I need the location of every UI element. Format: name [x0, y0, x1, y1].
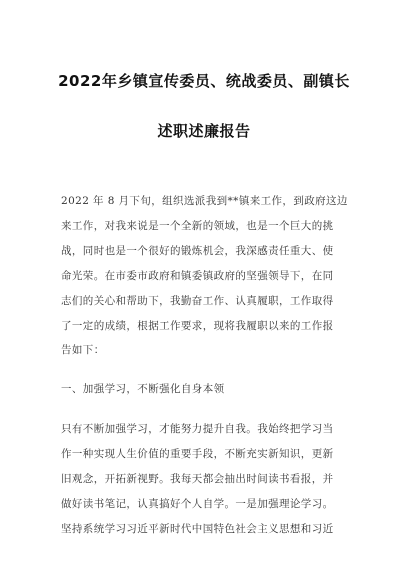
paragraph-1-line-1: 2022 年 8 月下旬，组织选派我到**镇来工作，到政府这边 — [61, 195, 348, 207]
paragraph-1-line-7: 告如下： — [61, 344, 105, 356]
paragraph-2-line-4: 做好读书笔记，认真搞好个人自学。一是加强理论学习。 — [61, 498, 334, 510]
paragraph-2-line-2: 作一种实现人生价值的重要手段，不断充实新知识，更新 — [61, 448, 334, 460]
paragraph-2-line-1: 只有不断加强学习，才能努力提升自我。我始终把学习当 — [61, 423, 334, 435]
section-heading-1: 一、加强学习，不断强化自身本领 — [61, 383, 225, 395]
paragraph-1-line-4: 命光荣。在市委市政府和镇委镇政府的坚强领导下，在同 — [61, 270, 334, 282]
paragraph-1-line-5: 志们的关心和帮助下，我勤奋工作、认真履职，工作取得 — [61, 295, 334, 307]
paragraph-1-line-6: 了一定的成绩，根据工作要求，现将我履职以来的工作报 — [61, 320, 334, 332]
paragraph-1-line-2: 来工作，对我来说是一个全新的领域，也是一个巨大的挑 — [61, 220, 334, 232]
paragraph-1-line-3: 战，同时也是一个很好的锻炼机会，我深感责任重大、使 — [61, 245, 334, 257]
paragraph-2-line-3: 旧观念，开拓新视野。我每天都会抽出时间读书看报，并 — [61, 473, 334, 485]
document-title-line-1: 2022年乡镇宣传委员、统战委员、副镇长 — [58, 72, 350, 90]
document-title-line-2: 述职述廉报告 — [157, 122, 251, 140]
paragraph-2-line-5: 坚持系统学习习近平新时代中国特色社会主义思想和习近 — [61, 523, 334, 535]
